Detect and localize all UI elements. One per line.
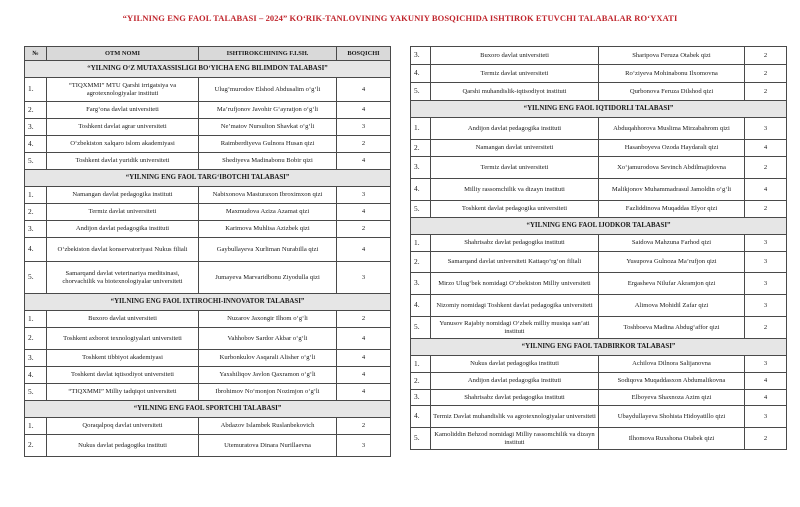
table-row bbox=[25, 350, 391, 367]
section-header bbox=[411, 339, 787, 356]
row-university: Termiz davlat universiteti bbox=[431, 65, 599, 83]
row-num: 3. bbox=[25, 350, 47, 367]
row-stage: 2 bbox=[337, 311, 391, 328]
row-participant: Hasanboyeva Ozoda Haydarali qizi bbox=[599, 140, 745, 157]
row-num: 5. bbox=[411, 428, 431, 450]
row-stage: 4 bbox=[745, 140, 787, 157]
row-university: Qarshi muhandislik-iqtisodiyot instituti bbox=[431, 83, 599, 101]
row-stage: 2 bbox=[745, 157, 787, 179]
table-row bbox=[25, 384, 391, 401]
row-num: 4. bbox=[411, 65, 431, 83]
row-stage: 2 bbox=[337, 136, 391, 153]
row-stage: 3 bbox=[337, 262, 391, 294]
row-university: Qoraqalpoq davlat universiteti bbox=[47, 418, 199, 435]
table-row bbox=[411, 179, 787, 201]
row-stage: 2 bbox=[745, 201, 787, 218]
row-stage: 2 bbox=[745, 317, 787, 339]
row-university: Namangan davlat pedagogika instituti bbox=[47, 187, 199, 204]
row-university: Shahrisabz davlat pedagogika instituti bbox=[431, 390, 599, 406]
row-stage: 4 bbox=[337, 78, 391, 102]
row-num: 4. bbox=[411, 406, 431, 428]
row-stage: 4 bbox=[337, 384, 391, 401]
row-num: 3. bbox=[411, 390, 431, 406]
table-row bbox=[411, 201, 787, 218]
row-university: Toshkent axborot texnologiyalari universiteti bbox=[47, 328, 199, 350]
row-num: 2. bbox=[25, 204, 47, 221]
row-num: 4. bbox=[411, 179, 431, 201]
table-row bbox=[411, 295, 787, 317]
row-participant: Yusupova Gulnoza Ma’rufjon qizi bbox=[599, 252, 745, 273]
row-university: O‘zbekiston davlat konservatoriyasi Nukus filiali bbox=[47, 238, 199, 262]
row-university: “TIQXMMI” Milliy tadqiqot universiteti bbox=[47, 384, 199, 401]
table-row bbox=[411, 83, 787, 101]
document-title: “YILNING ENG FAOL TALABASI – 2024” KO‘RIK-TANLOVINING YAKUNIY BOSQICHIDA ISHTIROK ETUVCHI TALABALAR RO‘YXATI bbox=[122, 13, 678, 23]
row-participant: Xo‘jamurodova Sevinch Abdilmajidovna bbox=[599, 157, 745, 179]
row-participant: Vahhobov Sardor Akbar o‘g‘li bbox=[199, 328, 337, 350]
section-header bbox=[25, 294, 391, 311]
table-row bbox=[411, 235, 787, 252]
row-num: 4. bbox=[25, 367, 47, 384]
table-header-row bbox=[25, 47, 391, 61]
row-num: 2. bbox=[25, 102, 47, 119]
row-num: 4. bbox=[411, 295, 431, 317]
table-row bbox=[411, 390, 787, 406]
table-row bbox=[411, 47, 787, 65]
row-num: 2. bbox=[411, 373, 431, 390]
table-row bbox=[25, 187, 391, 204]
section-header bbox=[25, 170, 391, 187]
row-participant: Alimova Mohidil Zafar qizi bbox=[599, 295, 745, 317]
row-stage: 3 bbox=[337, 119, 391, 136]
row-num: 3. bbox=[25, 119, 47, 136]
table-row bbox=[25, 418, 391, 435]
row-stage: 3 bbox=[337, 187, 391, 204]
row-university: Termiz Davlat muhandislik va agrotexnologiyalar universiteti bbox=[431, 406, 599, 428]
row-participant: Gaybullayeva Xurliman Nurabilla qizi bbox=[199, 238, 337, 262]
row-university: Kamoliddin Behzod nomidagi Milliy rassomchilik va dizayn instituti bbox=[431, 428, 599, 450]
row-stage: 2 bbox=[745, 65, 787, 83]
row-participant: Abdazov Islambek Ruslanbekovich bbox=[199, 418, 337, 435]
left-table bbox=[24, 46, 391, 457]
table-row bbox=[411, 356, 787, 373]
section-title: “YILNING ENG FAOL SPORTCHI TALABASI” bbox=[25, 401, 391, 418]
row-participant: Raimberdiyeva Gulnora Husan qizi bbox=[199, 136, 337, 153]
row-participant: Maxmudova Aziza Azamat qizi bbox=[199, 204, 337, 221]
section-title: “YILNING ENG FAOL IXTIROCHI-INNOVATOR TALABASI” bbox=[25, 294, 391, 311]
row-stage: 4 bbox=[745, 373, 787, 390]
section-title: “YILNING O‘Z MUTAXASSISLIGI BO‘YICHA ENG BILIMDON TALABASI” bbox=[25, 61, 391, 78]
row-stage: 4 bbox=[745, 390, 787, 406]
row-stage: 4 bbox=[745, 179, 787, 201]
row-university: Shahrisabz davlat pedagogika instituti bbox=[431, 235, 599, 252]
row-num: 2. bbox=[25, 435, 47, 457]
row-stage: 4 bbox=[337, 367, 391, 384]
row-university: Nukus davlat pedagogika instituti bbox=[47, 435, 199, 457]
row-participant: Malikjonov Muhammadrasul Jamoldin o‘g‘li bbox=[599, 179, 745, 201]
row-num: 4. bbox=[25, 238, 47, 262]
row-stage: 3 bbox=[337, 435, 391, 457]
row-stage: 3 bbox=[745, 295, 787, 317]
row-participant: Sodiqova Muqaddasxon Abdumalikovna bbox=[599, 373, 745, 390]
row-num: 3. bbox=[411, 157, 431, 179]
row-num: 1. bbox=[25, 311, 47, 328]
row-stage: 4 bbox=[337, 328, 391, 350]
table-row bbox=[25, 238, 391, 262]
table-row bbox=[411, 140, 787, 157]
row-participant: Ergasheva Nilufar Akramjon qizi bbox=[599, 273, 745, 295]
table-row bbox=[411, 157, 787, 179]
table-row bbox=[411, 273, 787, 295]
table-row bbox=[411, 406, 787, 428]
section-header bbox=[411, 101, 787, 118]
row-stage: 2 bbox=[337, 221, 391, 238]
row-num: 3. bbox=[411, 273, 431, 295]
row-university: Buxoro davlat universiteti bbox=[47, 311, 199, 328]
row-stage: 3 bbox=[745, 118, 787, 140]
header-university: OTM NOMI bbox=[47, 47, 199, 61]
row-university: Nizomiy nomidagi Toshkent davlat pedagogika universiteti bbox=[431, 295, 599, 317]
row-university: Yunusov Rajabiy nomidagi O‘zbek milliy musiqa san’ati instituti bbox=[431, 317, 599, 339]
table-row bbox=[25, 102, 391, 119]
section-title: “YILNING ENG FAOL TARG‘IBOTCHI TALABASI” bbox=[25, 170, 391, 187]
section-title: “YILNING ENG FAOL IJODKOR TALABASI” bbox=[411, 218, 787, 235]
row-num: 4. bbox=[25, 136, 47, 153]
row-participant: Qurbonova Feruza Dilshod qizi bbox=[599, 83, 745, 101]
table-row bbox=[25, 328, 391, 350]
table-row bbox=[25, 367, 391, 384]
row-participant: Fazliddinova Muqaddas Elyor qizi bbox=[599, 201, 745, 218]
row-participant: Nabixonova Masturaxon Ibroximxon qizi bbox=[199, 187, 337, 204]
row-stage: 4 bbox=[337, 204, 391, 221]
row-university: Farg‘ona davlat universiteti bbox=[47, 102, 199, 119]
table-row bbox=[25, 204, 391, 221]
row-stage: 2 bbox=[745, 428, 787, 450]
row-participant: Saidova Mahzuna Farhod qizi bbox=[599, 235, 745, 252]
right-table bbox=[410, 46, 787, 450]
row-num: 5. bbox=[411, 83, 431, 101]
row-stage: 2 bbox=[745, 47, 787, 65]
row-stage: 4 bbox=[337, 102, 391, 119]
table-row bbox=[25, 262, 391, 294]
row-num: 1. bbox=[411, 356, 431, 373]
row-university: Toshkent davlat pedagogika universiteti bbox=[431, 201, 599, 218]
table-row bbox=[411, 428, 787, 450]
row-num: 3. bbox=[25, 221, 47, 238]
row-university: Andijon davlat pedagogika instituti bbox=[431, 373, 599, 390]
row-participant: Yaxshiliqov Javlon Qaxramon o‘g‘li bbox=[199, 367, 337, 384]
row-participant: Ne’matov Nursulton Shavkat o‘g‘li bbox=[199, 119, 337, 136]
row-participant: Ro‘ziyeva Mohinabonu Ilxomovna bbox=[599, 65, 745, 83]
row-num: 1. bbox=[25, 78, 47, 102]
row-num: 1. bbox=[25, 418, 47, 435]
row-num: 1. bbox=[25, 187, 47, 204]
row-university: Mirzo Ulug‘bek nomidagi O‘zbekiston Milliy universiteti bbox=[431, 273, 599, 295]
row-university: Samarqand davlat universiteti Kattaqo‘rg‘on filiali bbox=[431, 252, 599, 273]
row-stage: 3 bbox=[745, 273, 787, 295]
row-participant: Karimova Muhlisa Azizbek qizi bbox=[199, 221, 337, 238]
row-university: Samarqand davlat veterinariya meditsinasi, chorvachilik va biotexnologiyalar universiteti bbox=[47, 262, 199, 294]
row-num: 3. bbox=[411, 47, 431, 65]
table-row bbox=[25, 311, 391, 328]
row-university: Milliy rassomchilik va dizayn instituti bbox=[431, 179, 599, 201]
table-row bbox=[411, 317, 787, 339]
row-stage: 3 bbox=[745, 235, 787, 252]
header-stage: BOSQICHI bbox=[337, 47, 391, 61]
header-name: ISHTIROKCHINING F.I.SH. bbox=[199, 47, 337, 61]
table-row bbox=[25, 221, 391, 238]
row-num: 5. bbox=[25, 153, 47, 170]
row-participant: Toshboeva Madina Abdug‘affor qizi bbox=[599, 317, 745, 339]
row-university: Termiz davlat universiteti bbox=[47, 204, 199, 221]
row-university: Toshkent tibbiyot akademiyasi bbox=[47, 350, 199, 367]
row-participant: Ibrohimov No‘monjon Nozimjon o‘g‘li bbox=[199, 384, 337, 401]
row-num: 5. bbox=[411, 201, 431, 218]
section-header bbox=[25, 61, 391, 78]
row-num: 2. bbox=[411, 140, 431, 157]
table-row bbox=[411, 118, 787, 140]
row-university: Andijon davlat pedagogika instituti bbox=[431, 118, 599, 140]
row-participant: Abduqahhorova Muslima Mirzabahrom qizi bbox=[599, 118, 745, 140]
row-num: 1. bbox=[411, 235, 431, 252]
table-row bbox=[411, 373, 787, 390]
row-stage: 3 bbox=[745, 252, 787, 273]
row-university: “TIQXMMI” MTU Qarshi irrigatsiya va agrotexnologiyalar instituti bbox=[47, 78, 199, 102]
row-stage: 3 bbox=[745, 406, 787, 428]
row-participant: Elboyeva Shaxnoza Azim qizi bbox=[599, 390, 745, 406]
row-university: O‘zbekiston xalqaro islom akademiyasi bbox=[47, 136, 199, 153]
row-university: Toshkent davlat yuridik universiteti bbox=[47, 153, 199, 170]
row-num: 5. bbox=[25, 384, 47, 401]
row-num: 5. bbox=[25, 262, 47, 294]
row-participant: Sharipova Feruza Otabek qizi bbox=[599, 47, 745, 65]
row-stage: 2 bbox=[745, 83, 787, 101]
table-row bbox=[411, 65, 787, 83]
row-university: Namangan davlat universiteti bbox=[431, 140, 599, 157]
row-num: 2. bbox=[25, 328, 47, 350]
row-participant: Shediyeva Madinabonu Bobir qizi bbox=[199, 153, 337, 170]
row-participant: Utemuratova Dinara Nurillaevna bbox=[199, 435, 337, 457]
row-university: Toshkent davlat agrar universiteti bbox=[47, 119, 199, 136]
section-title: “YILNING ENG FAOL IQTIDORLI TALABASI” bbox=[411, 101, 787, 118]
table-row bbox=[411, 252, 787, 273]
row-university: Termiz davlat universiteti bbox=[431, 157, 599, 179]
table-row bbox=[25, 78, 391, 102]
row-stage: 4 bbox=[337, 238, 391, 262]
row-participant: Achilova Dilnora Salijanovna bbox=[599, 356, 745, 373]
row-stage: 4 bbox=[337, 153, 391, 170]
row-university: Buxoro davlat universiteti bbox=[431, 47, 599, 65]
row-stage: 2 bbox=[337, 418, 391, 435]
row-university: Andijon davlat pedagogika instituti bbox=[47, 221, 199, 238]
row-stage: 3 bbox=[745, 356, 787, 373]
row-participant: Kurbonkulov Asqarali Alisher o‘g‘li bbox=[199, 350, 337, 367]
row-university: Toshkent davlat iqtisodiyot universiteti bbox=[47, 367, 199, 384]
row-participant: Nuzarov Jaxongir Ilhom o‘g‘li bbox=[199, 311, 337, 328]
table-row bbox=[25, 119, 391, 136]
row-university: Nukus davlat pedagogika instituti bbox=[431, 356, 599, 373]
row-participant: Ilhomova Ruxshona Otabek qizi bbox=[599, 428, 745, 450]
row-num: 1. bbox=[411, 118, 431, 140]
table-row bbox=[25, 153, 391, 170]
row-stage: 4 bbox=[337, 350, 391, 367]
row-participant: Jumayeva Marvaridbonu Ziyodulla qizi bbox=[199, 262, 337, 294]
section-header bbox=[25, 401, 391, 418]
table-row bbox=[25, 435, 391, 457]
row-num: 2. bbox=[411, 252, 431, 273]
table-row bbox=[25, 136, 391, 153]
row-num: 5. bbox=[411, 317, 431, 339]
row-participant: Ubaydullayeva Shohista Hidoyatillo qizi bbox=[599, 406, 745, 428]
section-title: “YILNING ENG FAOL TADBIRKOR TALABASI” bbox=[411, 339, 787, 356]
section-header bbox=[411, 218, 787, 235]
row-participant: Ulug‘murodov Elshod Abdusalim o‘g‘li bbox=[199, 78, 337, 102]
header-num: № bbox=[25, 47, 47, 61]
row-participant: Ma’rufjonov Javohir G‘ayratjon o‘g‘li bbox=[199, 102, 337, 119]
